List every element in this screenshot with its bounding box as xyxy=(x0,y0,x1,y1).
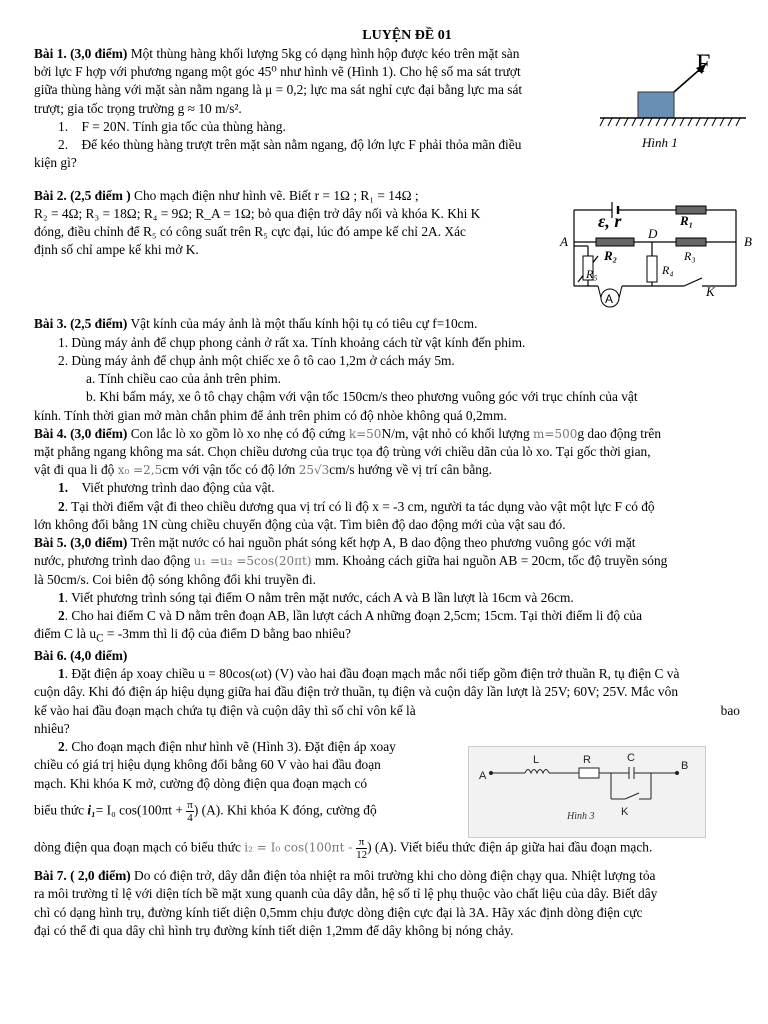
item-text: 2. Dùng máy ảnh để chụp ảnh một chiếc xe ô tô cao 1,2m ở cách máy 5m. xyxy=(58,352,455,368)
item-text: cuộn dây. Khi đó điện áp hiệu dụng giữa hai đầu điện trở thuần, tụ điện và cuộn dây lần lượt là 25V; 60V; 25V. Mắc vôn xyxy=(34,684,679,700)
node-a-label: A xyxy=(560,234,568,249)
problem-4-text: Con lắc lò xo gồm lò xo nhẹ có độ cứng xyxy=(127,425,349,441)
problem-3-text: Vật kính của máy ảnh là một thấu kính hội tụ có tiêu cự f=10cm. xyxy=(127,316,478,332)
problem-2-text: R₂ = 4Ω; R₃ = 18Ω; R₄ = 9Ω; R_A = 1Ω; bỏ qua điện trở dây nối và khóa K. Khi K xyxy=(34,205,481,221)
item-text: chiều có giá trị hiệu dụng không đổi bằng 60 V vào hai đầu đoạn xyxy=(34,757,381,773)
item-text: . Đặt điện áp xoay chiều u = 80cos(ωt) (V) vào hai đầu đoạn mạch mắc nối tiếp gồm điện trở thuần R, tụ điện C và xyxy=(64,666,680,682)
item-text: a. Tính chiều cao của ảnh trên phim. xyxy=(86,371,281,387)
problem-7-text: ra môi trường tỉ lệ với diện tích bề mặt xung quanh của dây dẫn, hệ số tỉ lệ phụ thuộc vào chất liệu của dây. Biết dây xyxy=(34,886,658,902)
item-text: 1. Dùng máy ảnh để chụp phong cảnh ở rất xa. Tính khoảng cách từ vật kính đến phim. xyxy=(58,334,526,350)
item-text: mạch. Khi khóa K mở, cường độ dòng điện qua đoạn mạch có xyxy=(34,775,368,791)
problem-1-text: giữa thùng hàng với mặt sàn nằm ngang là μ = 0,2; lực ma sát nghỉ cực đại bằng lực ma sát xyxy=(34,82,523,98)
node-a-label: A xyxy=(479,770,487,782)
item-text: biểu thức xyxy=(34,802,88,818)
problem-6-heading: Bài 6. (4,0 điểm) xyxy=(34,648,128,664)
formula-k: k=50 xyxy=(348,426,382,441)
problem-4 xyxy=(34,425,740,534)
problem-7-text: đại có thể đi qua dây chì hình trụ đường kính tiết diện 1,2mm để dây không bị nóng chảy. xyxy=(34,922,514,938)
problem-4-text: vật đi qua li độ xyxy=(34,462,118,478)
subscript: C xyxy=(96,632,104,645)
problem-7-heading: Bài 7. ( 2,0 điểm) xyxy=(34,868,131,884)
switch-k-label: K xyxy=(706,284,715,299)
item-number: 1. xyxy=(58,118,69,134)
problem-3-heading: Bài 3. (2,5 điểm) xyxy=(34,316,128,332)
fraction-numerator: π xyxy=(356,836,367,849)
problem-7-text: Do có điện trở, dây dẫn điện tỏa nhiệt ra môi trường khi cho dòng điện chạy qua. Nhiệt lượng tỏa xyxy=(130,868,656,884)
formula-i2: i₂ = I₀ cos(100πt - xyxy=(244,840,357,855)
problem-7-text: chì có dạng hình trụ, đường kính tiết diện 0,5mm chịu được dòng điện cực đại là 3A. Hãy xác định dòng điện cực xyxy=(34,904,643,920)
page-title: LUYỆN ĐỀ 01 xyxy=(362,28,452,43)
item-text: lớn không đổi bằng 1N cùng chiều chuyển động của vật. Tìm biên độ dao động mới của vật sau đó. xyxy=(34,516,566,532)
problem-1-text: bởi lực F hợp với phương ngang một góc 45⁰ như hình vẽ (Hình 1). Cho hệ số ma sát trượt xyxy=(34,64,521,80)
formula-u: u₁ =u₂ =5cos(20πt) xyxy=(193,554,312,569)
problem-4-heading: Bài 4. (3,0 điểm) xyxy=(34,425,128,441)
node-d-label: D xyxy=(648,226,658,241)
problem-5-text: Trên mặt nước có hai nguồn phát sóng kết hợp A, B dao động theo phương vuông góc với mặt xyxy=(127,535,636,551)
problem-2-text: định số chỉ ampe kế khi mở K. xyxy=(34,242,199,258)
r4-label: R₄ xyxy=(662,263,674,277)
item-number: 1 xyxy=(58,666,65,682)
item-number: 2 xyxy=(58,739,65,755)
item-number: 2 xyxy=(58,498,65,514)
item-number: 2. xyxy=(58,137,69,153)
item-number: 1 xyxy=(58,589,65,605)
figure-1-caption: Hình 1 xyxy=(642,135,678,150)
r3-label: R₃ xyxy=(684,249,696,263)
item-text: b. Khi bấm máy, xe ô tô chạy chậm với vận tốc 150cm/s theo phương vuông góc với trục chính của vật xyxy=(86,389,638,405)
r1-label: R₁ xyxy=(680,213,694,228)
item-text: = -3mm thì li độ của điểm D bằng bao nhiêu? xyxy=(103,626,351,642)
problem-5-text: nước, phương trình dao động xyxy=(34,553,194,569)
formula-i1: i₁ xyxy=(87,802,96,818)
formula-x0: x₀ =2,5 xyxy=(117,463,163,478)
resistor-label: R xyxy=(583,754,591,766)
problem-4-text: mặt phẳng ngang không ma sát. Chọn chiều dương của trục tọa độ trùng với chiều dãn của lò xo. Tại gốc thời gian, xyxy=(34,443,651,459)
switch-k-label: K xyxy=(621,806,629,818)
problem-5-text: là 50cm/s. Coi biên độ sóng không đổi khi truyền đi. xyxy=(34,571,316,587)
item-number: 2 xyxy=(58,607,65,623)
item-text: dòng điện qua đoạn mạch có biểu thức xyxy=(34,839,245,855)
emf-label: ε, r xyxy=(598,211,622,231)
problem-7 xyxy=(34,867,740,940)
r5-label: R₅ xyxy=(586,267,598,281)
problem-1 xyxy=(34,45,594,173)
formula-v: 25√3 xyxy=(298,463,330,478)
item-text: điểm C là u xyxy=(34,626,97,642)
item-text: ) (A). Viết biểu thức điện áp giữa hai đầu đoạn mạch. xyxy=(367,839,653,855)
item-text: . Cho đoạn mạch điện như hình vẽ (Hình 3). Đặt điện áp xoay xyxy=(64,739,396,755)
problem-3 xyxy=(34,315,740,424)
problem-4-text: N/m, vật nhỏ có khối lượng xyxy=(381,425,534,441)
force-label: F xyxy=(696,50,711,78)
problem-2-heading: Bài 2. (2,5 điểm ) xyxy=(34,187,131,203)
item-text: . Viết phương trình sóng tại điểm O nằm trên mặt nước, cách A và B lần lượt là 16cm và 26cm. xyxy=(64,589,574,605)
problem-2-text: đóng, điều chỉnh để R₅ có công suất trên R₅ cực đại, lúc đó ampe kế chỉ 2A. Xác xyxy=(34,224,466,239)
figure-2-circuit xyxy=(556,196,764,310)
figure-3-caption: Hình 3 xyxy=(567,811,595,822)
node-b-label: B xyxy=(744,234,752,249)
item-text: F = 20N. Tính gia tốc của thùng hàng. xyxy=(81,118,286,134)
fraction-denominator: 4 xyxy=(187,811,193,824)
fraction-denominator: 12 xyxy=(356,849,368,862)
item-text: bao xyxy=(720,702,740,718)
item-text: kiện gì? xyxy=(34,155,77,171)
problem-4-text: cm với vận tốc có độ lớn xyxy=(162,462,299,478)
item-text: ) (A). Khi khóa K đóng, cường độ xyxy=(193,802,377,818)
problem-1-heading: Bài 1. (3,0 điểm) xyxy=(34,46,128,62)
item-number: 1. xyxy=(58,480,69,496)
item-text: kế vào hai đầu đoạn mạch chứa tụ điện và cuộn dây thì số chỉ vôn kế là xyxy=(34,702,416,718)
problem-4-text: cm/s hướng về vị trí cân bằng. xyxy=(329,462,493,478)
node-b-label: B xyxy=(681,760,689,772)
item-text: nhiêu? xyxy=(34,720,70,736)
problem-2-text: Cho mạch điện như hình vẽ. Biết r = 1Ω ; R₁ = 14Ω ; xyxy=(130,187,419,203)
inductor-label: L xyxy=(533,754,540,766)
problem-1-text: trượt; gia tốc trọng trường g ≈ 10 m/s². xyxy=(34,100,242,116)
r2-label: R₂ xyxy=(604,248,618,263)
figure-1-box-on-floor xyxy=(598,50,748,160)
item-text: kính. Tính thời gian mở màn chắn phim để ảnh trên phim có độ nhòe không quá 0,2mm. xyxy=(34,407,507,423)
problem-5 xyxy=(34,534,740,647)
ammeter-label: A xyxy=(605,292,614,306)
capacitor-label: C xyxy=(627,752,635,764)
fraction-pi-4 xyxy=(186,799,194,824)
item-text: . Cho hai điểm C và D nằm trên đoạn AB, lần lượt cách A những đoạn 2,5cm; 15cm. Tại thời điểm li độ của xyxy=(64,607,643,623)
item-text: Để kéo thùng hàng trượt trên mặt sàn nằm ngang, độ lớn lực F phải thỏa mãn điều xyxy=(81,137,522,153)
problem-2 xyxy=(34,187,544,260)
problem-1-text: Một thùng hàng khối lượng 5kg có dạng hình hộp được kéo trên mặt sàn xyxy=(127,46,520,62)
problem-4-text: g dao động trên xyxy=(577,425,662,441)
fraction-pi-12 xyxy=(356,836,367,861)
item-text: Viết phương trình dao động của vật. xyxy=(81,480,275,496)
formula-i1: = I₀ cos(100πt + xyxy=(95,802,187,818)
fraction-numerator: π xyxy=(187,798,193,811)
problem-5-text: mm. Khoảng cách giữa hai nguồn AB = 20cm, tốc độ truyền sóng xyxy=(311,553,668,569)
problem-5-heading: Bài 5. (3,0 điểm) xyxy=(34,535,128,551)
item-text: . Tại thời điểm vật đi theo chiều dương qua vị trí có li độ x = -3 cm, người ta tác dụng vào vật một lực F có độ xyxy=(64,498,655,514)
figure-3-circuit-photo xyxy=(468,746,706,838)
formula-m: m=500 xyxy=(533,426,578,441)
